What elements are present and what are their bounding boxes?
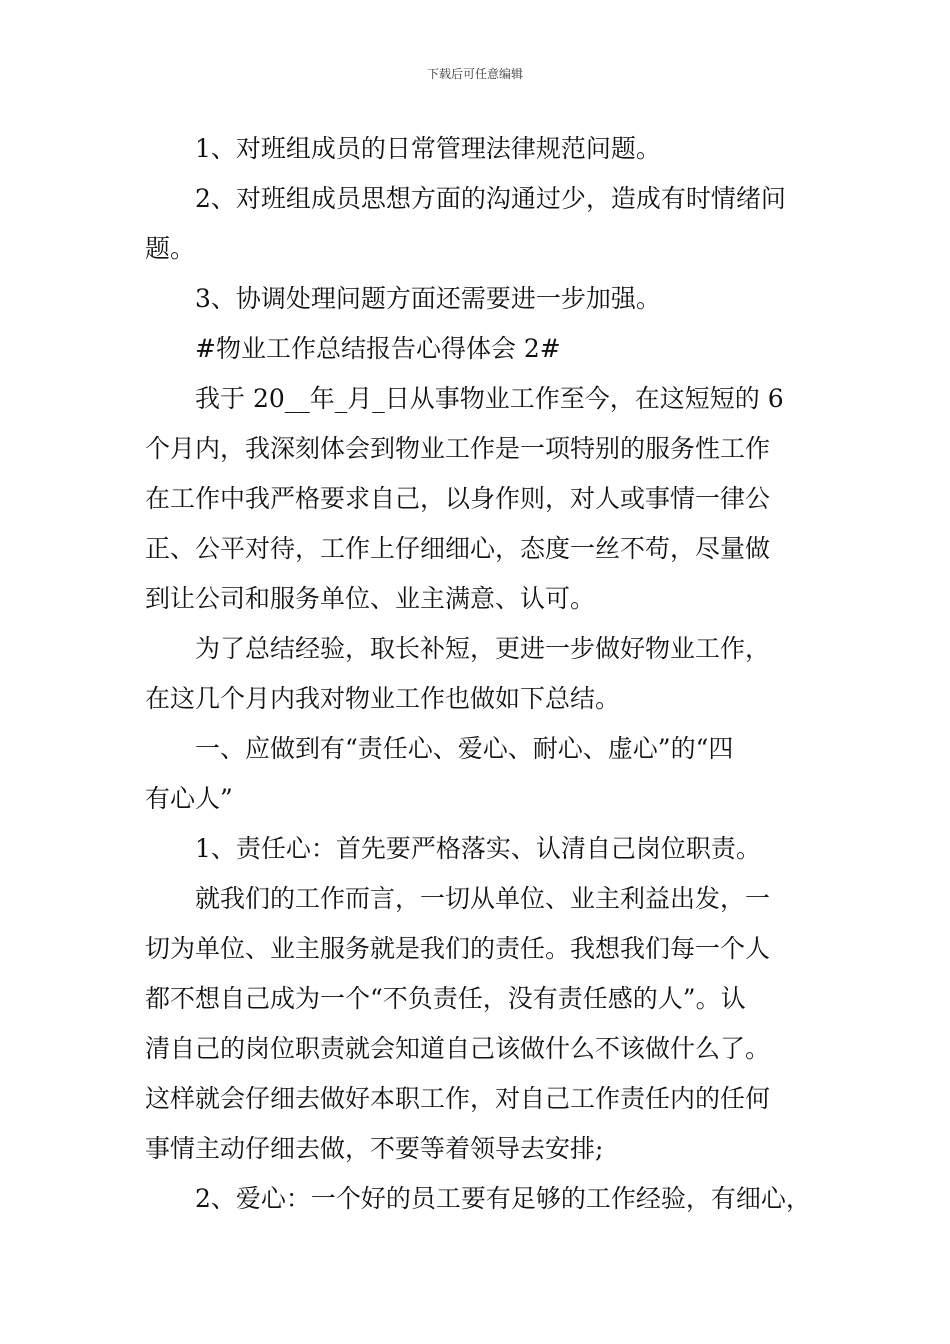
paragraph-line: #物业工作总结报告心得体会 2# xyxy=(195,334,561,363)
paragraph-item-responsibility xyxy=(145,824,810,874)
paragraph-line: 为了总结经验，取长补短，更进一步做好物业工作， xyxy=(195,634,771,663)
section-heading xyxy=(145,324,810,374)
paragraph-item-3 xyxy=(145,274,810,324)
paragraph-line: 1、责任心：首先要严格落实、认清自己岗位职责。 xyxy=(195,834,761,863)
paragraph-line: 正、公平对待，工作上仔细细心，态度一丝不苟，尽量做 xyxy=(145,534,771,563)
paragraph-line: 到让公司和服务单位、业主满意、认可。 xyxy=(145,584,596,613)
paragraph-line: 3、协调处理问题方面还需要进一步加强。 xyxy=(195,284,661,313)
paragraph-line: 事情主动仔细去做，不要等着领导去安排; xyxy=(145,1134,604,1163)
paragraph-item-1 xyxy=(145,124,810,174)
paragraph-line: 切为单位、业主服务就是我们的责任。我想我们每一个人 xyxy=(145,934,771,963)
paragraph-line: 一、应做到有“责任心、爱心、耐心、虚心”的“四 xyxy=(195,734,734,763)
paragraph-line: 题。 xyxy=(145,234,196,263)
paragraph-line: 2、对班组成员思想方面的沟通过少，造成有时情绪问 xyxy=(195,184,786,213)
page-header: 下载后可任意编辑 xyxy=(426,67,523,81)
paragraph-line: 清自己的岗位职责就会知道自己该做什么不该做什么了。 xyxy=(145,1034,771,1063)
paragraph-line: 在工作中我严格要求自己，以身作则，对人或事情一律公 xyxy=(145,484,771,513)
paragraph-line: 2、爱心：一个好的员工要有足够的工作经验，有细心， xyxy=(195,1184,811,1213)
paragraph-line: 在这几个月内我对物业工作也做如下总结。 xyxy=(145,684,621,713)
paragraph-line: 都不想自己成为一个“不负责任，没有责任感的人”。认 xyxy=(145,984,746,1013)
paragraph-line: 个月内，我深刻体会到物业工作是一项特别的服务性工作 xyxy=(145,434,771,463)
responsibility-paragraph xyxy=(145,874,810,1174)
subsection-heading xyxy=(145,724,810,824)
document-body xyxy=(145,124,810,1224)
intro-paragraph xyxy=(145,374,810,624)
summary-paragraph xyxy=(145,624,810,724)
paragraph-line: 这样就会仔细去做好本职工作，对自己工作责任内的任何 xyxy=(145,1084,771,1113)
paragraph-line: 有心人” xyxy=(145,784,233,813)
paragraph-item-love xyxy=(145,1174,810,1224)
paragraph-line: 就我们的工作而言，一切从单位、业主利益出发，一 xyxy=(195,884,771,913)
paragraph-line: 1、对班组成员的日常管理法律规范问题。 xyxy=(195,134,661,163)
paragraph-line: 我于 20__年_月_日从事物业工作至今，在这短短的 6 xyxy=(195,384,784,413)
paragraph-item-2 xyxy=(145,174,810,274)
